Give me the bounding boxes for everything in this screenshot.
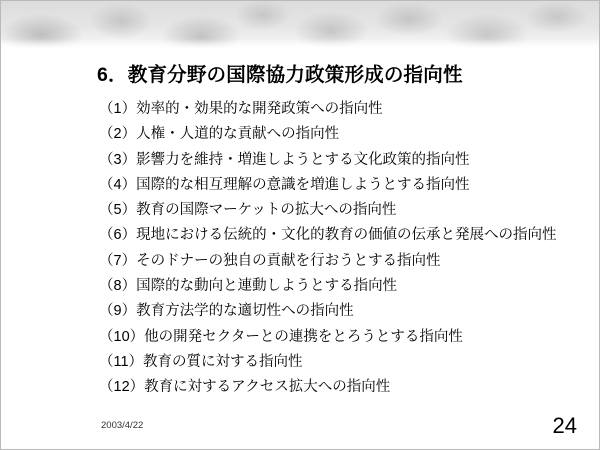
list-item: （8）国際的な動向と連動しようとする指向性	[99, 278, 398, 295]
list-item: （11）教育の質に対する指向性	[99, 353, 303, 370]
list-item: （12）教育に対するアクセス拡大への指向性	[99, 379, 391, 396]
bullet-list	[99, 97, 581, 401]
list-item: （1）効率的・効果的な開発政策への指向性	[99, 101, 383, 117]
slide-title: 6．教育分野の国際協力政策形成の指向性	[97, 64, 463, 86]
list-item: （3）影響力を維持・増進しようとする文化政策的指向性	[99, 151, 470, 168]
list-item: （5）教育の国際マーケットの拡大への指向性	[99, 202, 397, 219]
list-item: （7）そのドナーの独自の貢献を行おうとする指向性	[99, 252, 441, 269]
list-item: （6）現地における伝統的・文化的教育の価値の伝承と発展への指向性	[99, 227, 557, 244]
list-item: （9）教育方法学的な適切性への指向性	[99, 303, 354, 320]
list-item: （4）国際的な相互理解の意識を増進しようとする指向性	[99, 176, 470, 193]
list-item: （10）他の開発セクターとの連携をとろうとする指向性	[99, 328, 463, 345]
decorative-header-image	[1, 1, 600, 49]
page-number: 24	[552, 413, 577, 438]
footer-date: 2003/4/22	[101, 420, 144, 431]
list-item: （2）人権・人道的な貢献への指向性	[99, 126, 340, 143]
